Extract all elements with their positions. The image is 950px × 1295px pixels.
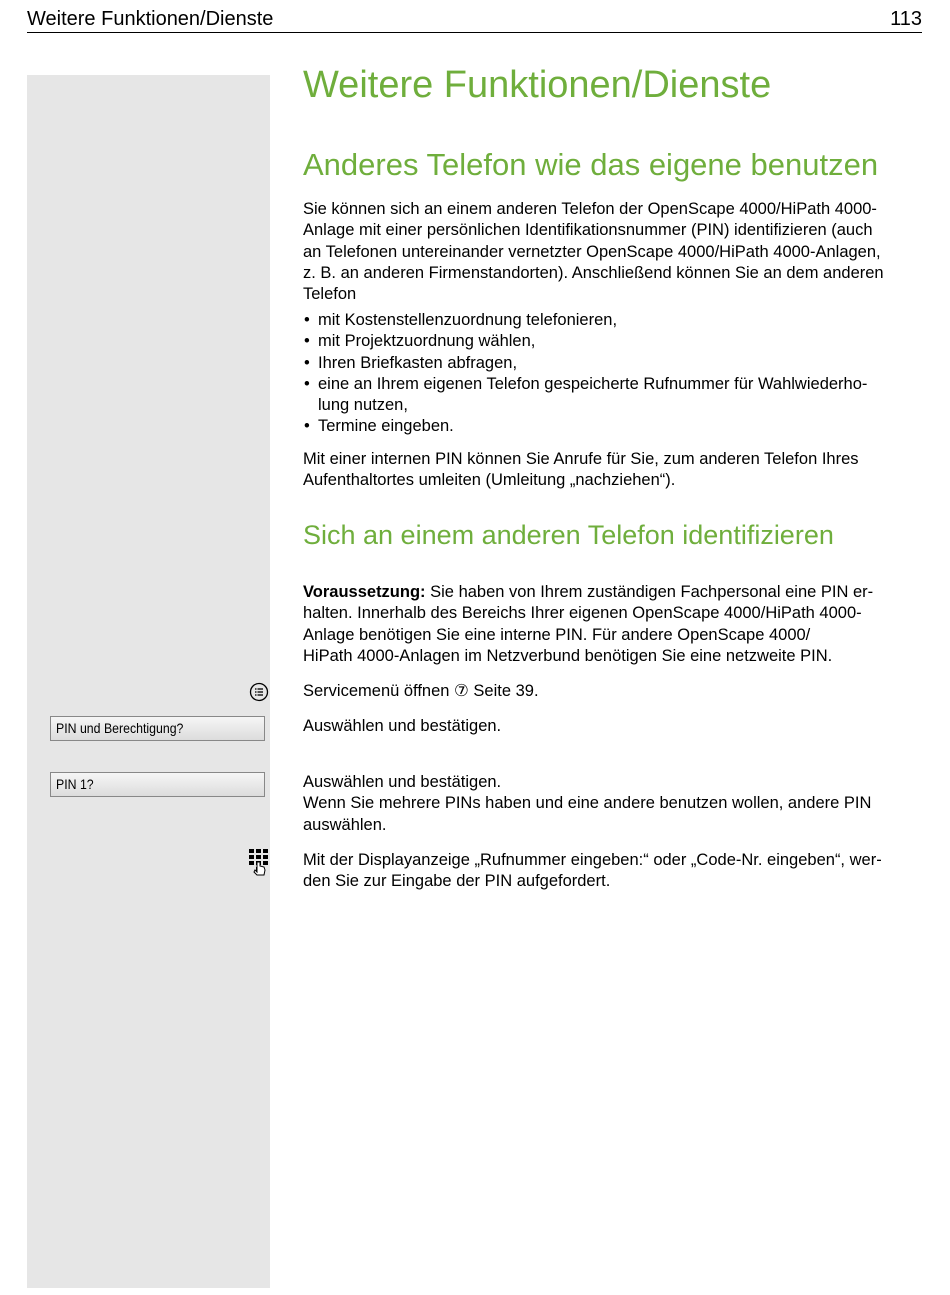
text-line: Sie können sich an einem anderen Telefon der OpenScape 4000/HiPath 4000-: [303, 200, 877, 218]
prerequisite-paragraph: [303, 582, 923, 667]
menu-option-pin-und-berechtigung[interactable]: [50, 716, 265, 741]
list-item-text: Termine eingeben.: [318, 417, 454, 436]
section-heading-anderes-telefon: Anderes Telefon wie das eigene benutzen: [303, 147, 879, 182]
text-line: halten. Innerhalb des Bereichs Ihrer eigenen OpenScape 4000/HiPath 4000-: [303, 604, 862, 623]
list-item-text: lung nutzen,: [318, 396, 408, 415]
text-line: Telefon: [303, 285, 357, 304]
text-line: Sie haben von Ihrem zuständigen Fachpersonal eine PIN er-: [425, 583, 874, 601]
menu-option-pin-1[interactable]: [50, 772, 265, 797]
text-line: Mit der Displayanzeige „Rufnummer eingeben:“ oder „Code-Nr. eingeben“, wer-: [303, 851, 882, 869]
page-number: 113: [890, 8, 922, 30]
running-header: [27, 6, 922, 33]
prerequisite-label: Voraussetzung:: [303, 583, 426, 601]
list-item-text: mit Kostenstellenzuordnung telefonieren,: [318, 311, 618, 329]
step-select-confirm: Auswählen und bestätigen.: [303, 717, 502, 735]
menu-option-label: PIN 1?: [56, 776, 94, 792]
keypad-icon: [248, 848, 270, 876]
menu-circle-icon: [249, 682, 269, 702]
closing-paragraph: [303, 449, 923, 492]
list-item: [303, 310, 923, 331]
menu-option-label: PIN und Berechtigung?: [56, 720, 184, 736]
section-heading-identifizieren: Sich an einem anderen Telefon identifizieren: [303, 520, 834, 550]
step-enter-pin: [303, 850, 923, 893]
text-line: Anlage benötigen Sie eine interne PIN. Für andere OpenScape 4000/: [303, 625, 811, 644]
list-item: [303, 374, 923, 417]
text-line: Auswählen und bestätigen.: [303, 773, 502, 791]
feature-list: [303, 310, 923, 438]
text-line: an Telefonen untereinander vernetzter OpenScape 4000/HiPath 4000-Anlagen,: [303, 242, 881, 261]
step-select-pin: [303, 772, 923, 836]
sidebar-column: [27, 75, 270, 1288]
intro-paragraph: [303, 199, 923, 305]
text-line: auswählen.: [303, 815, 387, 834]
step-open-service-menu: Servicemenü öffnen ⑦ Seite 39.: [303, 682, 539, 700]
text-line: Anlage mit einer persönlichen Identifikationsnummer (PIN) identifizieren (auch: [303, 221, 873, 240]
list-item: [303, 353, 923, 374]
list-item: [303, 331, 923, 352]
list-item-text: mit Projektzuordnung wählen,: [318, 332, 536, 351]
text-line: Wenn Sie mehrere PINs haben und eine andere benutzen wollen, andere PIN: [303, 794, 872, 813]
list-item-text: Ihren Briefkasten abfragen,: [318, 353, 518, 372]
text-line: Aufenthaltortes umleiten (Umleitung „nachziehen“).: [303, 471, 676, 490]
running-title: Weitere Funktionen/Dienste: [27, 8, 274, 30]
text-line: HiPath 4000-Anlagen im Netzverbund benötigen Sie eine netzweite PIN.: [303, 646, 833, 665]
list-item-text: eine an Ihrem eigenen Telefon gespeicherte Rufnummer für Wahlwiederho-: [318, 374, 868, 393]
text-line: z. B. an anderen Firmenstandorten). Anschließend können Sie an dem anderen: [303, 263, 884, 282]
text-line: Mit einer internen PIN können Sie Anrufe für Sie, zum anderen Telefon Ihres: [303, 450, 859, 468]
list-item: [303, 416, 923, 437]
page-title: Weitere Funktionen/Dienste: [303, 64, 772, 106]
text-line: den Sie zur Eingabe der PIN aufgefordert.: [303, 872, 611, 891]
